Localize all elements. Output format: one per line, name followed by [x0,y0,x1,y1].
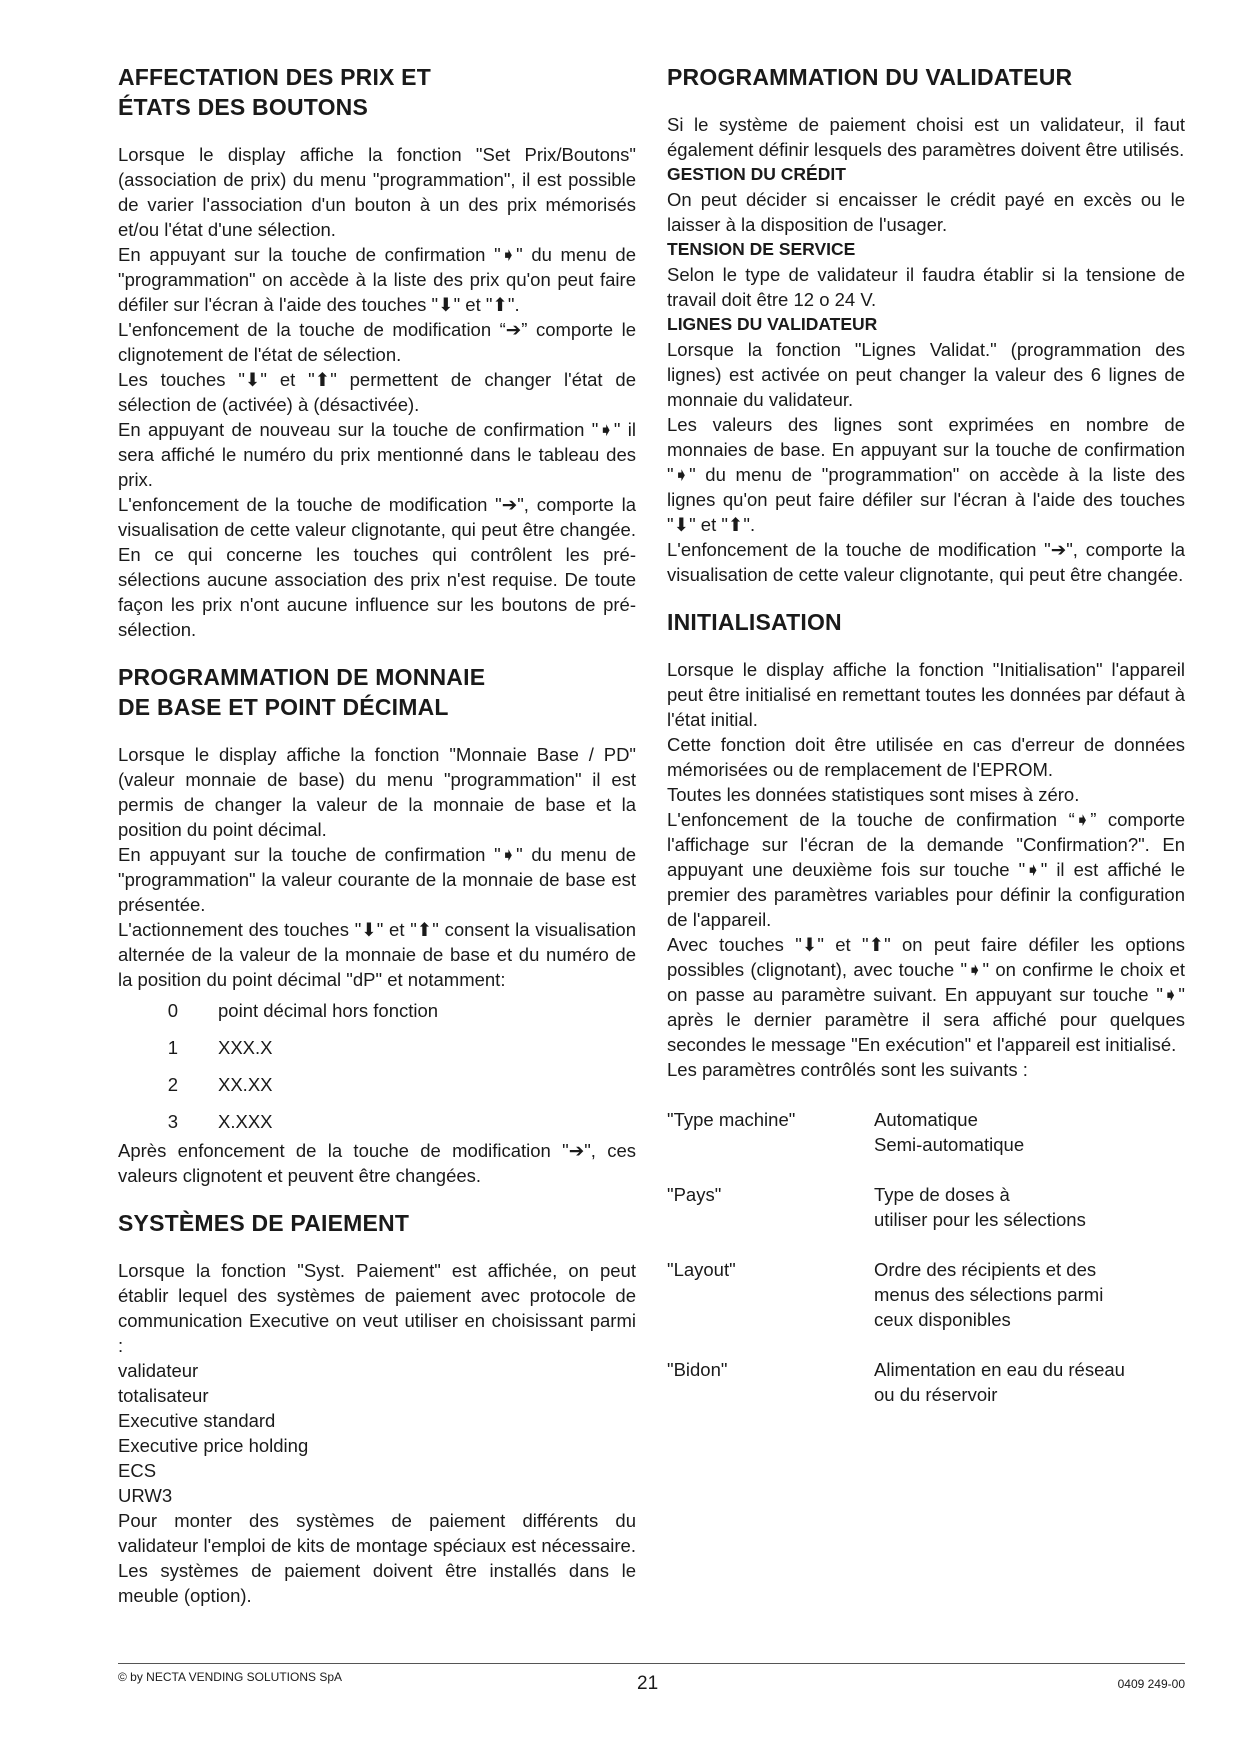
parameter-row [667,1257,1185,1332]
dp-row [118,1072,636,1097]
dp-row [118,1035,636,1060]
paragraph: On peut décider si encaisser le crédit payé en excès ou le laisser à la disposition de l'usager. [667,189,1185,235]
dp-description: XXX.X [218,1037,273,1058]
section-monnaie-base [118,662,636,1188]
payment-systems-list [118,1358,636,1508]
section-validateur [667,62,1185,587]
dp-number: 3 [167,1111,178,1132]
dp-description: point décimal hors fonction [218,1000,439,1021]
paragraph: Après enfoncement de la touche de modification "➔", ces valeurs clignotent et peuvent être changées. [118,1140,636,1186]
dp-row [118,1109,636,1134]
title-line: DE BASE ET POINT DÉCIMAL [118,694,449,720]
subsection-title: TENSION DE SERVICE [667,239,856,259]
right-column [667,62,1185,1432]
parameter-description [874,1182,1185,1232]
paragraph: L'enfoncement de la touche de modification "➔", comporte la visualisation de cette valeur clignotante, qui peut être changée. [667,539,1185,585]
list-item: Executive price holding [118,1435,309,1456]
paragraph: En appuyant sur la touche de confirmation "➧" du menu de "programmation" la valeur courante de la monnaie de base est présentée. [118,844,636,915]
dp-description: X.XXX [218,1111,273,1132]
footer-divider [118,1663,1185,1664]
parameter-description [874,1357,1185,1407]
list-item: totalisateur [118,1385,209,1406]
paragraph: L'enfoncement de la touche de modification “➔” comporte le clignotement de l'état de sélection. [118,319,636,365]
paragraph: Selon le type de validateur il faudra établir si la tensione de travail doit être 12 o 24 V. [667,264,1185,310]
parameter-row [667,1107,1185,1157]
list-item: ECS [118,1460,157,1481]
paragraph: L'enfoncement de la touche de modification "➔", comporte la visualisation de cette valeur clignotante, qui peut être changée. En ce qui concerne les touches qui contrôlent les pré-sélections aucune association des prix n'est requise. De toute façon les prix n'ont aucune influence sur les boutons de pré-sélection. [118,494,636,640]
paragraph: Avec touches "⬇" et "⬆" on peut faire défiler les options possibles (clignotant), avec touche "➧" on confirme le choix et on passe au paramètre suivant. En appuyant sur touche "➧" après le dernier paramètre il sera affiché pour quelques secondes le message "En exécution" et l'appareil est initialisé. [667,934,1185,1055]
left-column [118,62,636,1628]
section-title: SYSTÈMES DE PAIEMENT [118,1210,410,1236]
list-item: Executive standard [118,1410,276,1431]
parameter-name: "Layout" [667,1259,736,1280]
page-number: 21 [637,1673,659,1694]
paragraph: Lorsque la fonction "Syst. Paiement" est affichée, on peut établir lequel des systèmes de paiement avec protocole de communication Executive on veut utiliser en choisissant parmi : [118,1260,636,1356]
list-item: validateur [118,1360,199,1381]
paragraph: Pour monter des systèmes de paiement différents du validateur l'emploi de kits de montage spéciaux est nécessaire. Les systèmes de paiement doivent être installés dans le meuble (option). [118,1510,636,1606]
paragraph: L'enfoncement de la touche de confirmation “➧” comporte l'affichage sur l'écran de la demande "Confirmation?". En appuyant une deuxième fois sur touche "➧" il est affiché le premier des paramètres variables pour définir la configuration de l'appareil. [667,809,1185,930]
section-title [118,62,636,122]
paragraph: En appuyant sur la touche de confirmation "➧" du menu de "programmation" on accède à la liste des prix qu'on peut faire défiler sur l'écran à l'aide des touches "⬇" et "⬆". [118,244,636,315]
description-line: Type de doses à [874,1184,1010,1205]
description-line: utiliser pour les sélections [874,1209,1086,1230]
parameters-table [667,1107,1185,1407]
dp-number: 1 [167,1037,178,1058]
footer-copyright: © by NECTA VENDING SOLUTIONS SpA [118,1670,343,1684]
section-title: INITIALISATION [667,609,842,635]
parameter-description [874,1107,1185,1157]
paragraph: Les valeurs des lignes sont exprimées en nombre de monnaies de base. En appuyant sur la touche de confirmation "➧" du menu de "programmation" on accède à la liste des lignes qu'on peut faire défiler sur l'écran à l'aide des touches "⬇" et "⬆". [667,414,1185,535]
decimal-point-table [118,998,636,1134]
paragraph: L'actionnement des touches "⬇" et "⬆" consent la visualisation alternée de la valeur de la monnaie de base et du numéro de la position du point décimal "dP" et notamment: [118,919,636,990]
description-line: Automatique [874,1109,978,1130]
dp-number: 2 [167,1074,178,1095]
subsection-title: GESTION DU CRÉDIT [667,164,846,184]
section-title [118,662,636,722]
paragraph: Toutes les données statistiques sont mises à zéro. [667,784,1080,805]
section-prix-boutons [118,62,636,642]
dp-number: 0 [167,1000,178,1021]
paragraph: Cette fonction doit être utilisée en cas d'erreur de données mémorisées ou de remplacement de l'EPROM. [667,734,1185,780]
paragraph: Lorsque le display affiche la fonction "Initialisation" l'appareil peut être initialisé en remettant toutes les données par défaut à l'état initial. [667,659,1185,730]
description-line: ceux disponibles [874,1309,1011,1330]
title-line: AFFECTATION DES PRIX ET [118,64,431,90]
paragraph: Les paramètres contrôlés sont les suivants : [667,1059,1028,1080]
section-initialisation [667,607,1185,1407]
parameter-name: "Bidon" [667,1359,728,1380]
description-line: ou du réservoir [874,1384,998,1405]
parameter-row [667,1357,1185,1407]
subsection-title: LIGNES DU VALIDATEUR [667,314,878,334]
paragraph: Lorsque la fonction "Lignes Validat." (programmation des lignes) est activée on peut changer la valeur des 6 lignes de monnaie du validateur. [667,339,1185,410]
description-line: Semi-automatique [874,1134,1025,1155]
title-line: ÉTATS DES BOUTONS [118,94,369,120]
parameter-name: "Type machine" [667,1109,796,1130]
paragraph: Les touches "⬇" et "⬆" permettent de changer l'état de sélection de (activée) à (désactivée). [118,369,636,415]
parameter-name: "Pays" [667,1184,722,1205]
parameter-row [667,1182,1185,1232]
list-item: URW3 [118,1485,173,1506]
dp-row [118,998,636,1023]
description-line: menus des sélections parmi [874,1284,1104,1305]
description-line: Alimentation en eau du réseau [874,1359,1125,1380]
paragraph: En appuyant de nouveau sur la touche de confirmation "➧" il sera affiché le numéro du prix mentionné dans le tableau des prix. [118,419,636,490]
paragraph: Lorsque le display affiche la fonction "Set Prix/Boutons" (association de prix) du menu "programmation", il est possible de varier l'association d'un bouton à un des prix mémorisés et/ou l'état d'une sélection. [118,144,636,240]
dp-description: XX.XX [218,1074,273,1095]
description-line: Ordre des récipients et des [874,1259,1097,1280]
parameter-description [874,1257,1185,1332]
section-systemes-paiement [118,1208,636,1608]
paragraph: Si le système de paiement choisi est un validateur, il faut également définir lesquels des paramètres doivent être utilisés. [667,114,1185,160]
section-title: PROGRAMMATION DU VALIDATEUR [667,64,1073,90]
title-line: PROGRAMMATION DE MONNAIE [118,664,486,690]
paragraph: Lorsque le display affiche la fonction "Monnaie Base / PD" (valeur monnaie de base) du menu "programmation" il est permis de changer la valeur de la monnaie de base et la position du point décimal. [118,744,636,840]
document-code: 0409 249-00 [1117,1677,1185,1691]
